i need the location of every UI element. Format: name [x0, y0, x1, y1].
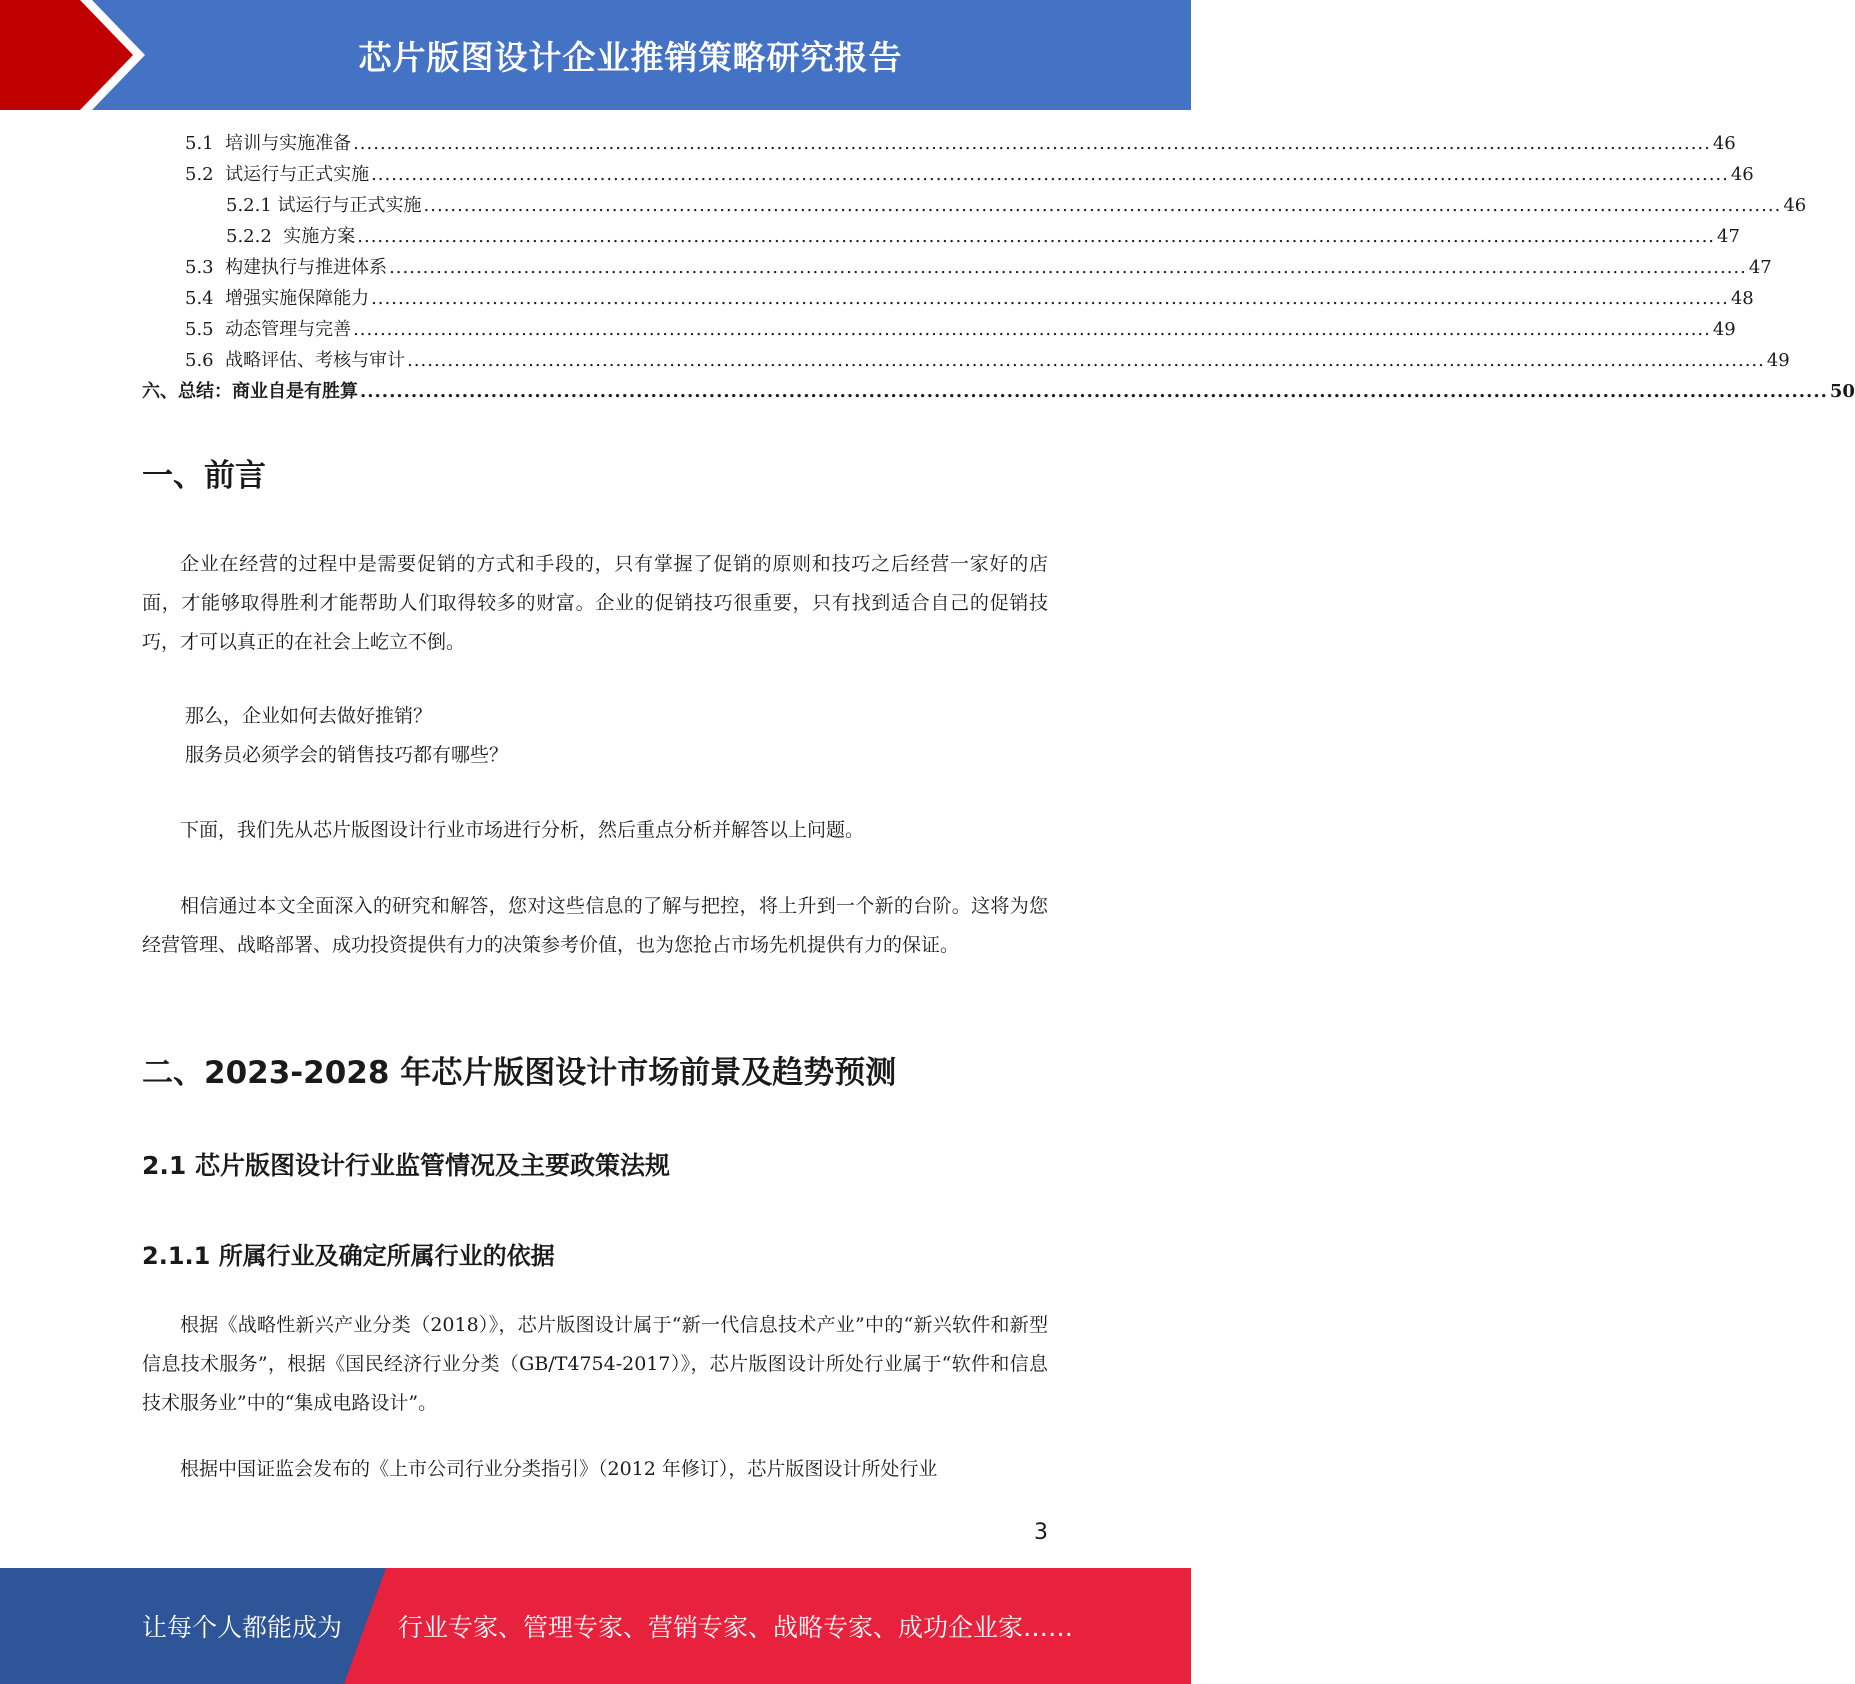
toc-leader: .......................................................................................................................................................................................................... — [371, 164, 1729, 185]
toc-entry[interactable] — [185, 159, 1754, 190]
toc-entry-label: 5.3 构建执行与推进体系 — [185, 257, 388, 278]
toc-entry[interactable] — [185, 314, 1736, 345]
toc-entry-page: 50 — [1829, 381, 1855, 402]
header-banner — [0, 0, 1191, 110]
page-number: 3 — [1034, 1520, 1048, 1545]
footer-banner — [0, 1568, 1191, 1684]
toc-entry-label: 六、总结：商业自是有胜算 — [142, 381, 358, 402]
toc-entry-page: 47 — [1748, 257, 1772, 278]
toc-entry-page: 46 — [1712, 133, 1736, 154]
toc-entry-label: 5.2.1 试运行与正式实施 — [226, 195, 422, 216]
toc-entry[interactable] — [185, 345, 1790, 376]
toc-entry-label: 5.6 战略评估、考核与审计 — [185, 350, 406, 371]
toc-entry-label: 5.1 培训与实施准备 — [185, 133, 352, 154]
toc-entry-label: 5.5 动态管理与完善 — [185, 319, 352, 340]
question-line: 那么，企业如何去做好推销？ — [185, 705, 433, 727]
toc-entry-label: 5.4 增强实施保障能力 — [185, 288, 370, 309]
subsection-heading: 2.1 芯片版图设计行业监管情况及主要政策法规 — [142, 1151, 670, 1180]
section-heading: 一、前言 — [142, 458, 266, 494]
toc-leader: .......................................................................................................................................................................................................... — [423, 195, 1782, 216]
toc-leader: .......................................................................................................................................................................................................... — [353, 319, 1711, 340]
toc-entry[interactable] — [185, 283, 1754, 314]
toc-leader: .......................................................................................................................................................................................................... — [353, 133, 1711, 154]
paragraph: 根据中国证监会发布的《上市公司行业分类指引》（2012 年修订），芯片版图设计所处行业 — [180, 1458, 938, 1480]
header-arrow-graphic — [0, 0, 150, 110]
question-line: 服务员必须学会的销售技巧都有哪些？ — [185, 744, 509, 766]
section-heading: 二、2023-2028 年芯片版图设计市场前景及趋势预测 — [142, 1055, 897, 1091]
paragraph: 下面，我们先从芯片版图设计行业市场进行分析，然后重点分析并解答以上问题。 — [180, 819, 865, 841]
toc-entry-page: 46 — [1730, 164, 1754, 185]
toc-entry-page: 48 — [1730, 288, 1754, 309]
toc-entry-page: 49 — [1766, 350, 1790, 371]
toc-entry-page: 47 — [1717, 226, 1740, 247]
paragraph: 相信通过本文全面深入的研究和解答，您对这些信息的了解与把控，将上升到一个新的台阶。这将为您经营管理、战略部署、成功投资提供有力的决策参考价值，也为您抢占市场先机提供有力的保证。 — [142, 895, 1048, 956]
paragraph: 根据《战略性新兴产业分类（2018）》，芯片版图设计属于“新一代信息技术产业”中的“新兴软件和新型信息技术服务”，根据《国民经济行业分类（GB/T4754-2017）》，芯片版图设计所处行业属于“软件和信息技术服务业”中的“集成电路设计”。 — [142, 1314, 1048, 1414]
toc-entry[interactable] — [142, 376, 1855, 407]
toc-leader: .......................................................................................................................................................................................................... — [360, 381, 1828, 402]
report-title: 芯片版图设计企业推销策略研究报告 — [358, 37, 903, 77]
toc-entry[interactable] — [226, 190, 1807, 221]
toc-leader: .......................................................................................................................................................................................................... — [407, 350, 1765, 371]
footer-slogan-left: 让每个人都能成为 — [142, 1613, 343, 1642]
toc-leader: .......................................................................................................................................................................................................... — [371, 288, 1729, 309]
subsubsection-heading: 2.1.1 所属行业及确定所属行业的依据 — [142, 1242, 555, 1270]
toc-entry[interactable] — [185, 128, 1736, 159]
toc-entry[interactable] — [185, 252, 1772, 283]
toc-entry-label: 5.2 试运行与正式实施 — [185, 164, 370, 185]
toc-entry-page: 49 — [1712, 319, 1736, 340]
toc-entry-label: 5.2.2 实施方案 — [226, 226, 356, 247]
footer-slogan-right: 行业专家、管理专家、营销专家、战略专家、成功企业家…… — [398, 1613, 1074, 1642]
toc-entry[interactable] — [226, 221, 1740, 252]
toc-leader: .......................................................................................................................................................................................................... — [389, 257, 1747, 278]
toc-entry-page: 46 — [1783, 195, 1807, 216]
toc-leader: .......................................................................................................................................................................................................... — [357, 226, 1716, 247]
paragraph: 企业在经营的过程中是需要促销的方式和手段的，只有掌握了促销的原则和技巧之后经营一家好的店面，才能够取得胜利才能帮助人们取得较多的财富。企业的促销技巧很重要，只有找到适合自己的促销技巧，才可以真正的在社会上屹立不倒。 — [142, 553, 1048, 653]
